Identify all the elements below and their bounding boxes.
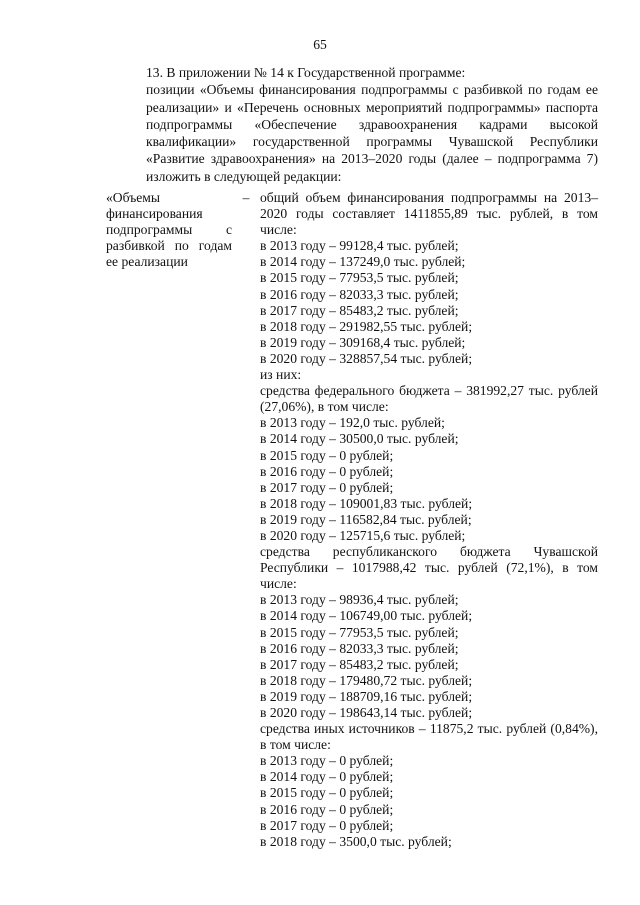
- funding-row: в 2014 году – 106749,00 тыс. рублей;: [260, 608, 473, 624]
- funding-row: в 2019 году – 188709,16 тыс. рублей;: [260, 688, 473, 704]
- label-dash: –: [242, 190, 250, 205]
- funding-row: средства иных источников – 11875,2 тыс. рублей (0,84%), в том числе:: [260, 721, 598, 753]
- funding-row: в 2017 году – 0 рублей;: [260, 817, 394, 833]
- funding-row: в 2013 году – 0 рублей;: [260, 753, 394, 769]
- funding-row: средства федерального бюджета – 381992,27 тыс. рублей (27,06%), в том числе:: [260, 383, 598, 415]
- funding-row: в 2016 году – 82033,3 тыс. рублей;: [260, 640, 459, 656]
- funding-row: в 2015 году – 0 рублей;: [260, 447, 394, 463]
- intro-section: [106, 64, 598, 185]
- funding-row: в 2015 году – 0 рублей;: [260, 785, 394, 801]
- funding-row: в 2014 году – 30500,0 тыс. рублей;: [260, 431, 459, 447]
- funding-row: в 2013 году – 99128,4 тыс. рублей;: [260, 238, 459, 254]
- funding-row: в 2018 году – 291982,55 тыс. рублей;: [260, 318, 473, 334]
- funding-row: в 2018 году – 109001,83 тыс. рублей;: [260, 495, 473, 511]
- funding-row: в 2017 году – 85483,2 тыс. рублей;: [260, 656, 459, 672]
- page-number: 65: [313, 37, 327, 52]
- funding-row: в 2020 году – 198643,14 тыс. рублей;: [260, 705, 473, 720]
- funding-row: в 2014 году – 137249,0 тыс. рублей;: [260, 254, 466, 270]
- funding-row: в 2017 году – 0 рублей;: [260, 479, 394, 495]
- funding-row: общий объем финансирования подпрограммы на 2013–2020 годы составляет 1411855,89 тыс. рублей, в том числе:: [260, 190, 598, 238]
- funding-rows: [260, 190, 598, 850]
- funding-label: «Объемы финансирования подпрограммы с разбивкой по годам ее реализации: [106, 190, 232, 270]
- funding-row: в 2013 году – 98936,4 тыс. рублей;: [260, 592, 459, 608]
- section-heading: 13. В приложении № 14 к Государственной программе:: [146, 65, 466, 80]
- funding-row: в 2018 году – 3500,0 тыс. рублей;: [260, 833, 452, 849]
- funding-row: в 2016 году – 0 рублей;: [260, 463, 394, 479]
- funding-row: средства республиканского бюджета Чувашской Республики – 1017988,42 тыс. рублей (72,1%), в том числе:: [260, 544, 598, 592]
- section-paragraph: позиции «Объемы финансирования подпрограммы с разбивкой по годам ее реализации» и «Перечень основных мероприятий подпрограммы» паспорта подпрограммы «Обеспечение здравоохранения кадрами высокой квалификации» государственной программы Чувашской Республики «Развитие здравоохранения» на 2013–2020 годы (далее – подпрограмма 7) изложить в следующей редакции:: [146, 82, 598, 184]
- funding-row: в 2020 году – 328857,54 тыс. рублей;: [260, 350, 473, 366]
- funding-row: в 2017 году – 85483,2 тыс. рублей;: [260, 302, 459, 318]
- funding-row: в 2016 году – 82033,3 тыс. рублей;: [260, 286, 459, 302]
- funding-row: в 2014 году – 0 рублей;: [260, 769, 394, 785]
- funding-row: в 2019 году – 309168,4 тыс. рублей;: [260, 334, 466, 350]
- funding-row: в 2018 году – 179480,72 тыс. рублей;: [260, 672, 473, 688]
- funding-row: в 2016 году – 0 рублей;: [260, 801, 394, 817]
- funding-row: из них:: [260, 367, 302, 383]
- funding-row: в 2020 году – 125715,6 тыс. рублей;: [260, 527, 466, 543]
- funding-row: в 2015 году – 77953,5 тыс. рублей;: [260, 624, 459, 640]
- funding-row: в 2013 году – 192,0 тыс. рублей;: [260, 415, 445, 431]
- funding-row: в 2015 году – 77953,5 тыс. рублей;: [260, 270, 459, 286]
- funding-table: [106, 190, 598, 850]
- funding-row: в 2019 году – 116582,84 тыс. рублей;: [260, 511, 472, 527]
